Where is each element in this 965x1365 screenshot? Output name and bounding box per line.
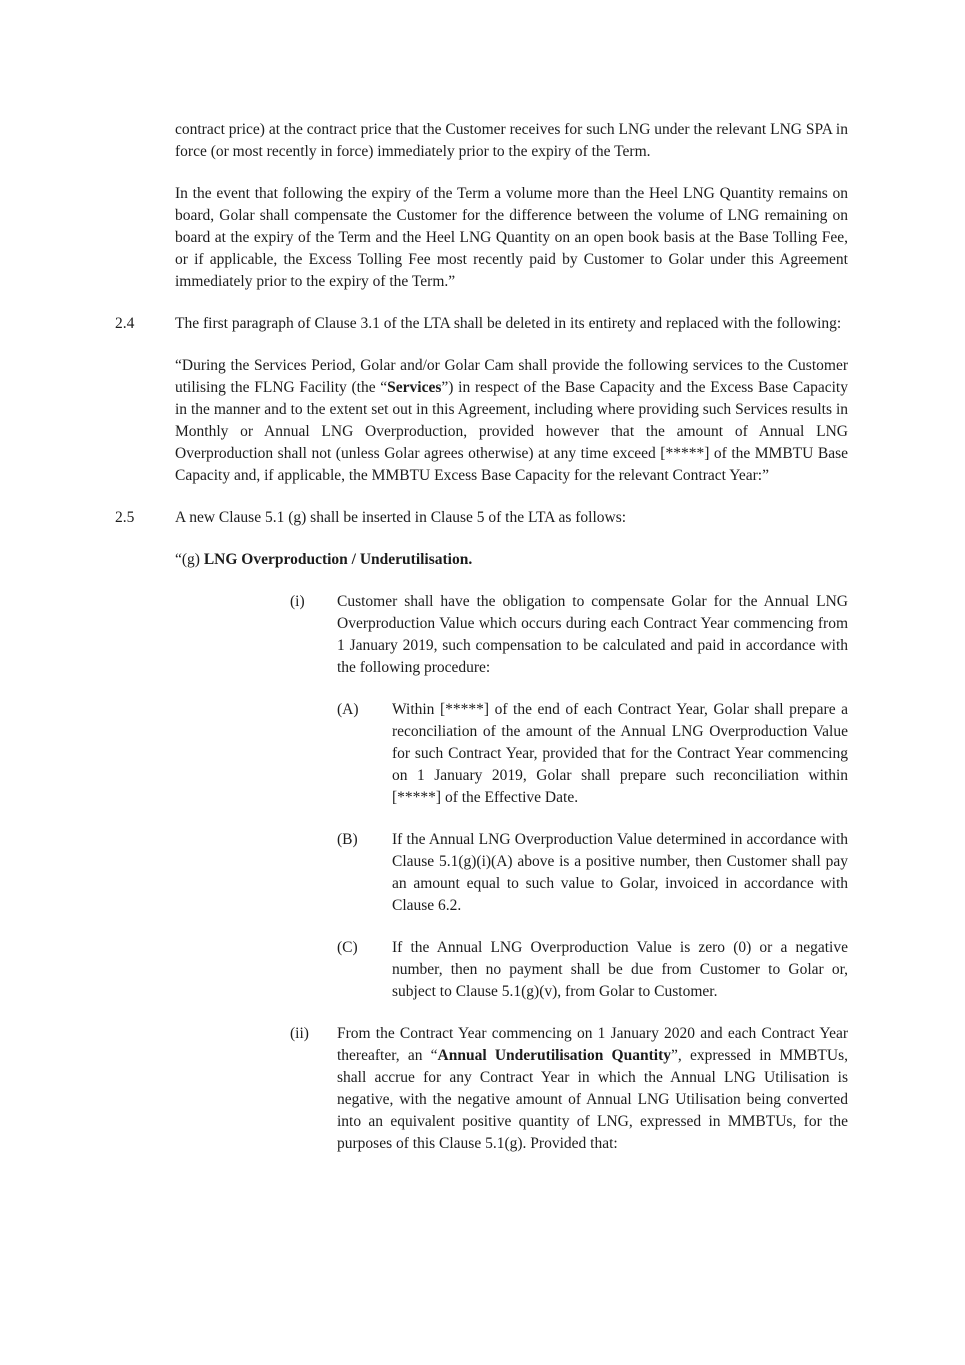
paragraph-text <box>392 699 848 809</box>
clause-paragraph <box>115 507 848 529</box>
paragraph-marker: (C) <box>337 939 358 956</box>
text-segment: “(g) <box>175 551 204 568</box>
paragraph-text <box>175 183 848 293</box>
paragraph-marker: 2.4 <box>115 315 135 332</box>
text-segment: If the Annual LNG Overproduction Value determined in accordance with Clause 5.1(g)(i)(A) above is a positive number, then Customer shall pay an amount equal to such value to Golar, invoiced in accordance with Clause 6.2. <box>392 831 848 914</box>
text-segment: ”) in respect of the Base Capacity and the Excess Base Capacity in the manner and to the extent set out in this Agreement, including where providing such Services results in Monthly or Annual LNG Overproduction, provided however that the amount of Annual LNG Overproduction shall not (unless Golar agrees otherwise) at any time exceed [*****] of the MMBTU Base Capacity and, if applicable, the MMBTU Excess Base Capacity for the relevant Contract Year:” <box>175 379 848 484</box>
paragraph-text <box>175 119 848 163</box>
list-item-letter <box>337 937 848 1003</box>
text-segment: contract price) at the contract price that the Customer receives for such LNG under the relevant LNG SPA in force (or most recently in force) immediately prior to the expiry of the Term. <box>175 121 848 160</box>
paragraph-text <box>175 313 848 335</box>
list-item-roman <box>290 1023 848 1155</box>
text-segment: ”, expressed in MMBTUs, shall accrue for any Contract Year in which the Annual LNG Utilisation is negative, with the negative amount of Annual LNG Utilisation being converted into an equivalent positive quantity of LNG, expressed in MMBTUs, for the purposes of this Clause 5.1(g). Provided that: <box>337 1047 848 1152</box>
paragraph-marker: (i) <box>290 593 305 610</box>
text-segment: Customer shall have the obligation to compensate Golar for the Annual LNG Overproduction Value which occurs during each Contract Year commencing from 1 January 2019, such compensation to be calculated and paid in accordance with the following procedure: <box>337 593 848 676</box>
list-item-letter <box>337 829 848 917</box>
paragraph-text <box>175 355 848 487</box>
text-segment: A new Clause 5.1 (g) shall be inserted in Clause 5 of the LTA as follows: <box>175 509 627 526</box>
bold-text-segment: Services <box>387 379 442 396</box>
paragraph-marker: 2.5 <box>115 509 135 526</box>
paragraph-text <box>392 937 848 1003</box>
list-item-letter <box>337 699 848 809</box>
text-segment: From the Contract Year commencing on 1 January 2020 and each Contract Year thereafter, an “ <box>337 1025 848 1064</box>
paragraph-text <box>175 507 848 529</box>
list-item-roman <box>290 591 848 679</box>
document-body <box>115 119 848 1155</box>
paragraph-text <box>337 591 848 679</box>
text-segment: “During the Services Period, Golar and/or Golar Cam shall provide the following services to the Customer utilising the FLNG Facility (the “ <box>175 357 848 396</box>
text-segment: In the event that following the expiry of the Term a volume more than the Heel LNG Quantity remains on board, Golar shall compensate the Customer for the difference between the volume of LNG remaining on board at the expiry of the Term and the Heel LNG Quantity on an open book basis at the Base Tolling Fee, or if applicable, the Excess Tolling Fee most recently paid by Customer to Golar under this Agreement immediately prior to the expiry of the Term.” <box>175 185 848 290</box>
paragraph-text <box>392 829 848 917</box>
paragraph-text <box>175 549 848 571</box>
section-heading <box>115 549 848 571</box>
paragraph <box>115 355 848 487</box>
paragraph-text <box>337 1023 848 1155</box>
paragraph-marker: (B) <box>337 831 358 848</box>
bold-text-segment: Annual Underutilisation Quantity <box>437 1047 671 1064</box>
text-segment: Within [*****] of the end of each Contract Year, Golar shall prepare a reconciliation of the amount of the Annual LNG Overproduction Value for such Contract Year, provided that for the Contract Year commencing on 1 January 2019, Golar shall prepare such reconciliation within [*****] of the Effective Date. <box>392 701 848 806</box>
bold-text-segment: LNG Overproduction / Underutilisation. <box>203 551 473 568</box>
paragraph <box>115 119 848 163</box>
text-segment: The first paragraph of Clause 3.1 of the LTA shall be deleted in its entirety and replaced with the following: <box>175 315 842 332</box>
clause-paragraph <box>115 313 848 335</box>
text-segment: If the Annual LNG Overproduction Value is zero (0) or a negative number, then no payment shall be due from Customer to Golar or, subject to Clause 5.1(g)(v), from Golar to Customer. <box>392 939 848 1000</box>
paragraph-marker: (ii) <box>290 1025 309 1042</box>
paragraph-marker: (A) <box>337 701 359 718</box>
paragraph <box>115 183 848 293</box>
